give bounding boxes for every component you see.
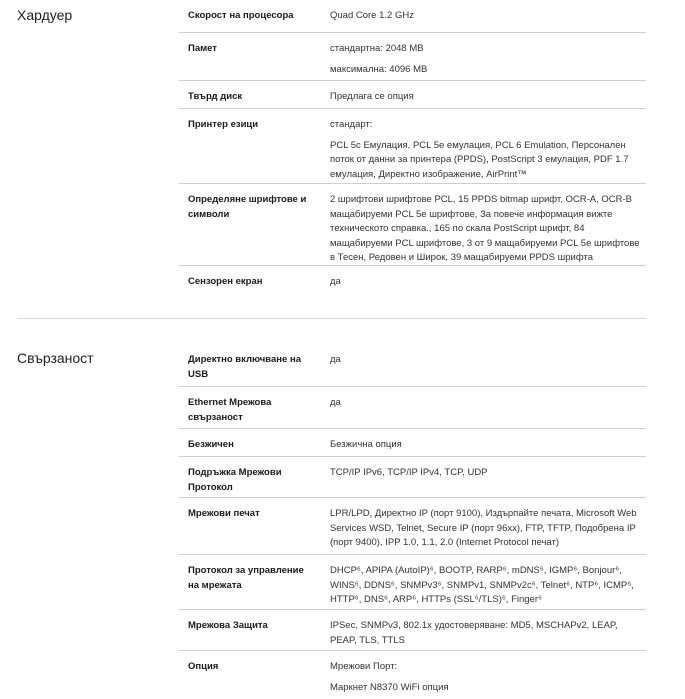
spec-row xyxy=(179,81,646,109)
spec-value-text: Маркнет N8370 WiFi опция xyxy=(330,681,449,693)
spec-value-text: стандарт: xyxy=(330,119,373,130)
spec-value-text: да xyxy=(330,397,341,408)
spec-label: Подръжка Мрежови Протокол xyxy=(188,467,282,493)
spec-label: Протокол за управление на мрежата xyxy=(188,565,304,591)
spec-value-text: 2 шрифтови шрифтове PCL, 15 PPDS bitmap шрифт, OCR-A, OCR-B мащабируеми PCL 5e шрифтове, За повече информация вижте техническото справка., 165 по скала PostScript шрифт, 84 мащабируеми PCL шрифтове, 3 от 9 мащабируеми PCL 5e шрифтове в Тесен, Редовен и Широк, 39 мащабируеми PPDS шрифта xyxy=(330,194,640,263)
spec-label: Опция xyxy=(188,661,219,672)
spec-row xyxy=(179,0,646,33)
spec-value-text: TCP/IP IPv6, TCP/IP IPv4, TCP, UDP xyxy=(330,467,488,478)
section-divider xyxy=(17,318,646,319)
spec-value-text: стандартна: 2048 MB xyxy=(330,43,424,54)
spec-value-text: DHCP⁶, APIPA (AutoIP)⁶, BOOTP, RARP⁶, mDNS⁶, IGMP⁶, Bonjour⁶, WINS⁶, DDNS⁶, SNMPv3⁶, SNMPv1, SNMPv2c⁶, Telnet⁶, NTP⁶, ICMP⁶, HTTP⁶, DNS⁶, ARP⁶, HTTPs (SSL⁶/TLS)⁶, Finger⁶ xyxy=(330,565,634,605)
spec-value xyxy=(330,564,640,608)
spec-row xyxy=(179,555,646,610)
spec-value xyxy=(330,90,640,105)
spec-value-text: LPR/LPD, Директно IP (порт 9100), Издърпайте печата, Microsoft Web Services WSD, Telnet, Secure IP (порт 96xx), FTP, TFTP, Подобрена IP (порт 9400), IPP 1.0, 1.1, 2.0 (Internet Protocol печат) xyxy=(330,508,637,548)
spec-value-text: да xyxy=(330,276,341,287)
spec-label: Директно включване на USB xyxy=(188,354,301,380)
spec-value xyxy=(330,275,640,290)
spec-label: Ethernet Мрежова свързаност xyxy=(188,397,272,423)
spec-value xyxy=(330,9,640,24)
spec-value xyxy=(330,466,640,481)
spec-row xyxy=(179,109,646,184)
spec-value xyxy=(330,396,640,411)
spec-label: Скорост на процесора xyxy=(188,10,294,21)
spec-label: Принтер езици xyxy=(188,119,259,130)
spec-value-text: IPSec, SNMPv3, 802.1x удостоверяване: MD5, MSCHAPv2, LEAP, PEAP, TLS, TTLS xyxy=(330,620,618,646)
connectivity-spec-table xyxy=(179,344,646,699)
spec-row xyxy=(179,266,646,294)
spec-value-text: Quad Core 1.2 GHz xyxy=(330,10,414,21)
spec-row xyxy=(179,651,646,699)
spec-label: Определяне шрифтове и символи xyxy=(188,194,307,220)
spec-label: Мрежови печат xyxy=(188,508,260,519)
spec-value xyxy=(330,353,640,368)
spec-value-text: максимална: 4096 MB xyxy=(330,63,428,75)
spec-row xyxy=(179,387,646,429)
spec-value xyxy=(330,619,640,648)
spec-value-text: Мрежови Порт: xyxy=(330,661,398,672)
spec-value xyxy=(330,118,640,182)
spec-row xyxy=(179,33,646,81)
hardware-spec-table xyxy=(179,0,646,294)
spec-row xyxy=(179,184,646,266)
spec-label: Твърд диск xyxy=(188,91,243,102)
spec-value-text: да xyxy=(330,354,341,365)
spec-row xyxy=(179,610,646,651)
section-title-connectivity: Свързаност xyxy=(17,350,94,366)
spec-value-text: PCL 5c Емулация, PCL 5e емулация, PCL 6 Emulation, Персонален поток от данни за принтера (PPDS), PostScript 3 емулация, PDF 1.7 емулация, Директно изображение, AirPrint™ xyxy=(330,139,629,180)
spec-value xyxy=(330,42,640,77)
spec-value xyxy=(330,193,640,266)
spec-label: Безжичен xyxy=(188,439,234,450)
spec-label: Сензорен екран xyxy=(188,276,263,287)
spec-value xyxy=(330,660,640,695)
spec-label: Памет xyxy=(188,43,217,54)
spec-row xyxy=(179,429,646,457)
spec-value xyxy=(330,507,640,551)
section-title-hardware: Хардуер xyxy=(17,7,73,23)
spec-row xyxy=(179,498,646,555)
spec-row xyxy=(179,344,646,387)
spec-value xyxy=(330,438,640,453)
spec-row xyxy=(179,457,646,498)
spec-value-text: Безжична опция xyxy=(330,439,402,450)
spec-label: Мрежова Защита xyxy=(188,620,268,631)
spec-value-text: Предлага се опция xyxy=(330,91,414,102)
